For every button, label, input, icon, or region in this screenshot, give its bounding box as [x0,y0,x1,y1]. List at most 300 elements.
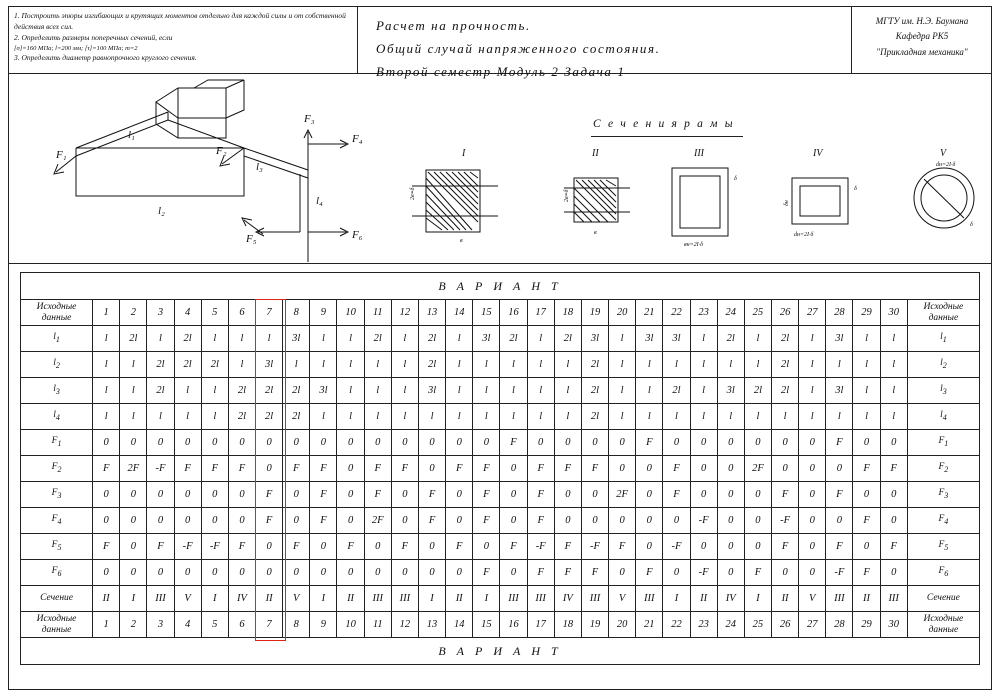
cell-r7-c12: F [418,508,445,534]
organization-block [852,6,992,73]
cell-r5-c3: F [174,456,201,482]
variant-footer-22: 22 [663,612,690,638]
cell-r3-c25: l [771,404,798,430]
variant-header-21: 21 [636,300,663,326]
cell-r1-c21: l [663,352,690,378]
section-number-2: II [592,148,599,159]
cell-r0-c19: l [609,326,636,352]
variant-header-29: 29 [853,300,880,326]
variant-header-3: 3 [147,300,174,326]
cell-r1-c7: l [283,352,310,378]
variant-table [20,272,980,665]
cell-r8-c2: F [147,534,174,560]
task-line-3: 2. Определить размеры поперечных сечений, если [14,32,173,42]
cell-r0-c28: l [853,326,880,352]
cell-r0-c14: 3l [473,326,500,352]
variant-table-wrap [20,272,980,665]
cell-r4-c20: F [636,430,663,456]
variant-header-6: 6 [228,300,255,326]
section-cell-12: I [418,586,445,612]
task-line-1: 1. Построить эпюры изгибающих и крутящих моментов отдельно для каждой силы и от собственной [14,11,346,20]
cell-r6-c8: F [310,482,337,508]
row-label-left-5: $F_2$ [21,456,93,482]
cell-r2-c1: l [120,378,147,404]
cell-r1-c19: l [609,352,636,378]
variant-header-11: 11 [364,300,391,326]
row-label-left-2: $l_3$ [21,378,93,404]
cell-r9-c20: F [636,560,663,586]
cell-r9-c9: 0 [337,560,364,586]
cell-r6-c0: 0 [93,482,120,508]
cell-r5-c14: F [473,456,500,482]
svg-text:F₄: F₄ [352,133,363,145]
variant-footer-14: 14 [446,612,473,638]
variant-header-4: 4 [174,300,201,326]
cell-r2-c12: 3l [418,378,445,404]
corner-label-right: Исходные данные [907,300,979,326]
section-number-4: IV [813,148,823,159]
cell-r1-c13: l [446,352,473,378]
cell-r0-c8: l [310,326,337,352]
cell-r0-c24: l [744,326,771,352]
table-header-row [21,300,980,326]
title-line-1: Расчет на прочность. [376,18,531,33]
cell-r3-c13: l [446,404,473,430]
svg-text:δ: δ [970,222,973,228]
cell-r2-c6: 2l [256,378,283,404]
cell-r2-c25: 2l [771,378,798,404]
cell-r7-c14: F [473,508,500,534]
table-row [21,378,980,404]
cell-r7-c9: 0 [337,508,364,534]
cell-r3-c14: l [473,404,500,430]
cell-r2-c13: l [446,378,473,404]
variant-footer-1: 1 [93,612,120,638]
cell-r3-c1: l [120,404,147,430]
cell-r1-c0: l [93,352,120,378]
cell-r3-c20: l [636,404,663,430]
cell-r0-c17: 2l [554,326,581,352]
cell-r3-c23: l [717,404,744,430]
cell-r6-c27: F [826,482,853,508]
cell-r8-c9: F [337,534,364,560]
row-label-right-8: $F_5$ [907,534,979,560]
section-cell-22: II [690,586,717,612]
cell-r2-c5: 2l [228,378,255,404]
section-cell-23: IV [717,586,744,612]
table-row [21,404,980,430]
cell-r5-c8: F [310,456,337,482]
variant-header-17: 17 [527,300,554,326]
cell-r5-c0: F [93,456,120,482]
cell-r2-c24: 2l [744,378,771,404]
variant-footer-15: 15 [473,612,500,638]
svg-text:2в≡δ: 2в≡δ [410,187,416,200]
cell-r0-c18: 3l [581,326,608,352]
cell-r8-c29: F [880,534,907,560]
cell-r8-c20: 0 [636,534,663,560]
cell-r5-c1: 2F [120,456,147,482]
cell-r4-c24: 0 [744,430,771,456]
cell-r1-c18: 2l [581,352,608,378]
section-number-5: V [940,148,947,159]
task-list [8,6,358,73]
variant-footer-30: 30 [880,612,907,638]
cell-r8-c0: F [93,534,120,560]
section-cell-25: II [771,586,798,612]
cell-r4-c19: 0 [609,430,636,456]
cell-r4-c2: 0 [147,430,174,456]
cell-r6-c14: F [473,482,500,508]
section-cell-5: IV [228,586,255,612]
cell-r4-c16: 0 [527,430,554,456]
cell-r4-c12: 0 [418,430,445,456]
row-label-right-9: $F_6$ [907,560,979,586]
cell-r5-c19: 0 [609,456,636,482]
section-cell-11: III [391,586,418,612]
section-row [21,586,980,612]
section-number-1: I [462,148,466,159]
section-cell-8: I [310,586,337,612]
cell-r2-c2: 2l [147,378,174,404]
table-row [21,326,980,352]
cell-r1-c11: l [391,352,418,378]
row-label-left-1: $l_2$ [21,352,93,378]
cell-r5-c9: 0 [337,456,364,482]
variant-footer-4: 4 [174,612,201,638]
cell-r2-c14: l [473,378,500,404]
cell-r8-c27: F [826,534,853,560]
cell-r3-c4: l [201,404,228,430]
cell-r3-c26: l [799,404,826,430]
cell-r1-c3: 2l [174,352,201,378]
section-cell-3: V [174,586,201,612]
cell-r6-c21: F [663,482,690,508]
cell-r0-c5: l [228,326,255,352]
cell-r1-c24: l [744,352,771,378]
section-cell-4: I [201,586,228,612]
cell-r5-c24: 2F [744,456,771,482]
row-label-left-9: $F_6$ [21,560,93,586]
title-line-2: Общий случай напряженного состояния. [376,40,661,56]
cell-r6-c25: F [771,482,798,508]
table-title-row [21,273,980,300]
cell-r2-c10: l [364,378,391,404]
cell-r9-c0: 0 [93,560,120,586]
cell-r3-c11: l [391,404,418,430]
cell-r3-c9: l [337,404,364,430]
svg-text:δ: δ [854,186,857,192]
corner-label-left: Исходные данные [21,300,93,326]
cell-r7-c24: 0 [744,508,771,534]
cell-r2-c23: 3l [717,378,744,404]
cell-r9-c17: F [554,560,581,586]
cell-r1-c14: l [473,352,500,378]
bottom-label-left: Исходные данные [21,612,93,638]
cell-r0-c16: l [527,326,554,352]
cell-r7-c19: 0 [609,508,636,534]
cell-r9-c2: 0 [147,560,174,586]
variant-footer-29: 29 [853,612,880,638]
bottom-label-right: Исходные данные [907,612,979,638]
cell-r8-c4: -F [201,534,228,560]
variant-footer-10: 10 [337,612,364,638]
section-number-3: III [694,148,704,159]
cell-r7-c29: 0 [880,508,907,534]
svg-text:в: в [460,238,463,244]
cell-r5-c4: F [201,456,228,482]
cell-r8-c18: -F [581,534,608,560]
row-label-right-5: $F_2$ [907,456,979,482]
frame-scheme-svg [8,74,992,262]
svg-text:l₄: l₄ [316,195,323,207]
variant-footer-21: 21 [636,612,663,638]
cell-r5-c26: 0 [799,456,826,482]
cell-r3-c16: l [527,404,554,430]
cell-r2-c4: l [201,378,228,404]
cell-r1-c16: l [527,352,554,378]
cell-r3-c12: l [418,404,445,430]
cell-r5-c16: F [527,456,554,482]
cell-r2-c29: l [880,378,907,404]
cell-r8-c21: -F [663,534,690,560]
variant-header-25: 25 [744,300,771,326]
section-cell-16: III [527,586,554,612]
variant-header-1: 1 [93,300,120,326]
cell-r8-c14: 0 [473,534,500,560]
cell-r9-c11: 0 [391,560,418,586]
cell-r8-c8: 0 [310,534,337,560]
cell-r1-c1: l [120,352,147,378]
cell-r7-c20: 0 [636,508,663,534]
variant-footer-28: 28 [826,612,853,638]
cell-r4-c10: 0 [364,430,391,456]
variant-header-16: 16 [500,300,527,326]
cell-r5-c25: 0 [771,456,798,482]
cell-r0-c3: 2l [174,326,201,352]
cell-r1-c29: l [880,352,907,378]
cell-r4-c8: 0 [310,430,337,456]
section-cell-20: III [636,586,663,612]
cell-r5-c11: F [391,456,418,482]
cell-r7-c26: 0 [799,508,826,534]
row-label-left-8: $F_5$ [21,534,93,560]
cell-r9-c29: 0 [880,560,907,586]
variant-footer-18: 18 [554,612,581,638]
svg-text:вн=2Ι·δ: вн=2Ι·δ [684,242,703,248]
cell-r3-c19: l [609,404,636,430]
section-label-left: Сечение [21,586,93,612]
section-cell-1: I [120,586,147,612]
cell-r9-c21: 0 [663,560,690,586]
cell-r8-c25: F [771,534,798,560]
cell-r8-c10: 0 [364,534,391,560]
cell-r0-c10: 2l [364,326,391,352]
cell-r4-c6: 0 [256,430,283,456]
svg-text:в: в [594,230,597,236]
cell-r4-c23: 0 [717,430,744,456]
cell-r0-c12: 2l [418,326,445,352]
cell-r7-c28: F [853,508,880,534]
cell-r6-c18: 0 [581,482,608,508]
cell-r5-c10: F [364,456,391,482]
cell-r4-c27: F [826,430,853,456]
section-cell-15: III [500,586,527,612]
cell-r3-c18: 2l [581,404,608,430]
cell-r4-c5: 0 [228,430,255,456]
cell-r2-c26: l [799,378,826,404]
sections-title: С е ч е н и я р а м ы [593,118,735,130]
cell-r4-c29: 0 [880,430,907,456]
cell-r7-c15: 0 [500,508,527,534]
variant-footer-12: 12 [391,612,418,638]
row-label-left-3: $l_4$ [21,404,93,430]
cell-r8-c26: 0 [799,534,826,560]
variant-footer-2: 2 [120,612,147,638]
cell-r6-c11: 0 [391,482,418,508]
row-label-left-0: $l_1$ [21,326,93,352]
cell-r3-c27: l [826,404,853,430]
cell-r4-c7: 0 [283,430,310,456]
variant-footer-27: 27 [799,612,826,638]
cell-r1-c8: l [310,352,337,378]
section-cell-14: I [473,586,500,612]
variant-header-27: 27 [799,300,826,326]
cell-r0-c29: l [880,326,907,352]
cell-r7-c7: 0 [283,508,310,534]
cell-r5-c17: F [554,456,581,482]
row-label-left-7: $F_4$ [21,508,93,534]
cell-r1-c17: l [554,352,581,378]
cell-r9-c1: 0 [120,560,147,586]
cell-r0-c13: l [446,326,473,352]
cell-r5-c18: F [581,456,608,482]
variant-header-28: 28 [826,300,853,326]
cell-r4-c18: 0 [581,430,608,456]
cell-r7-c23: 0 [717,508,744,534]
cell-r1-c25: 2l [771,352,798,378]
variant-header-7: 7 [256,300,283,326]
cell-r8-c15: F [500,534,527,560]
table-row [21,508,980,534]
cell-r1-c9: l [337,352,364,378]
cell-r8-c23: 0 [717,534,744,560]
row-label-left-6: $F_3$ [21,482,93,508]
section-cell-21: I [663,586,690,612]
task-line-5: 3. Определить диаметр равнопрочного круглого сечения. [14,53,197,63]
table-row [21,560,980,586]
cell-r3-c0: l [93,404,120,430]
cell-r3-c3: l [174,404,201,430]
cell-r4-c15: F [500,430,527,456]
cell-r6-c20: 0 [636,482,663,508]
section-cell-6: II [256,586,283,612]
cell-r6-c7: 0 [283,482,310,508]
row-label-right-7: $F_4$ [907,508,979,534]
variant-header-2: 2 [120,300,147,326]
cell-r5-c13: F [446,456,473,482]
cell-r2-c18: 2l [581,378,608,404]
cell-r4-c22: 0 [690,430,717,456]
row-label-right-1: $l_2$ [907,352,979,378]
section-label-right: Сечение [907,586,979,612]
cell-r9-c12: 0 [418,560,445,586]
cell-r1-c4: 2l [201,352,228,378]
cell-r8-c19: F [609,534,636,560]
cell-r1-c10: l [364,352,391,378]
cell-r9-c22: -F [690,560,717,586]
variant-header-22: 22 [663,300,690,326]
cell-r7-c17: 0 [554,508,581,534]
cell-r0-c2: l [147,326,174,352]
variant-footer-26: 26 [771,612,798,638]
cell-r6-c16: F [527,482,554,508]
cell-r4-c28: 0 [853,430,880,456]
cell-r7-c1: 0 [120,508,147,534]
cell-r3-c28: l [853,404,880,430]
cell-r9-c8: 0 [310,560,337,586]
cell-r9-c23: 0 [717,560,744,586]
cell-r7-c3: 0 [174,508,201,534]
cell-r1-c15: l [500,352,527,378]
cell-r8-c12: 0 [418,534,445,560]
cell-r4-c21: 0 [663,430,690,456]
cell-r4-c14: 0 [473,430,500,456]
cell-r5-c15: 0 [500,456,527,482]
svg-text:F₆: F₆ [352,229,363,241]
cell-r9-c3: 0 [174,560,201,586]
cell-r6-c29: 0 [880,482,907,508]
cell-r7-c11: 0 [391,508,418,534]
cell-r2-c7: 2l [283,378,310,404]
cell-r1-c2: 2l [147,352,174,378]
section-cell-26: V [799,586,826,612]
cell-r8-c17: F [554,534,581,560]
cell-r0-c6: l [256,326,283,352]
cell-r8-c3: -F [174,534,201,560]
section-cell-17: IV [554,586,581,612]
svg-text:dн=2Ι·δ: dн=2Ι·δ [936,162,956,168]
table-row [21,534,980,560]
cell-r4-c11: 0 [391,430,418,456]
cell-r6-c26: 0 [799,482,826,508]
cell-r8-c7: F [283,534,310,560]
cell-r6-c15: 0 [500,482,527,508]
cell-r7-c25: -F [771,508,798,534]
cell-r0-c11: l [391,326,418,352]
cell-r3-c29: l [880,404,907,430]
variant-header-26: 26 [771,300,798,326]
cell-r3-c15: l [500,404,527,430]
cell-r6-c9: 0 [337,482,364,508]
cell-r3-c21: l [663,404,690,430]
cell-r7-c0: 0 [93,508,120,534]
table-row [21,482,980,508]
cell-r1-c28: l [853,352,880,378]
row-label-right-6: $F_3$ [907,482,979,508]
cell-r6-c5: 0 [228,482,255,508]
cell-r4-c25: 0 [771,430,798,456]
cell-r2-c3: l [174,378,201,404]
variant-footer-23: 23 [690,612,717,638]
cell-r0-c23: 2l [717,326,744,352]
cell-r2-c21: 2l [663,378,690,404]
cell-r0-c7: 3l [283,326,310,352]
section-cell-28: II [853,586,880,612]
variant-footer-24: 24 [717,612,744,638]
cell-r6-c6: F [256,482,283,508]
drawing-area [8,74,992,264]
